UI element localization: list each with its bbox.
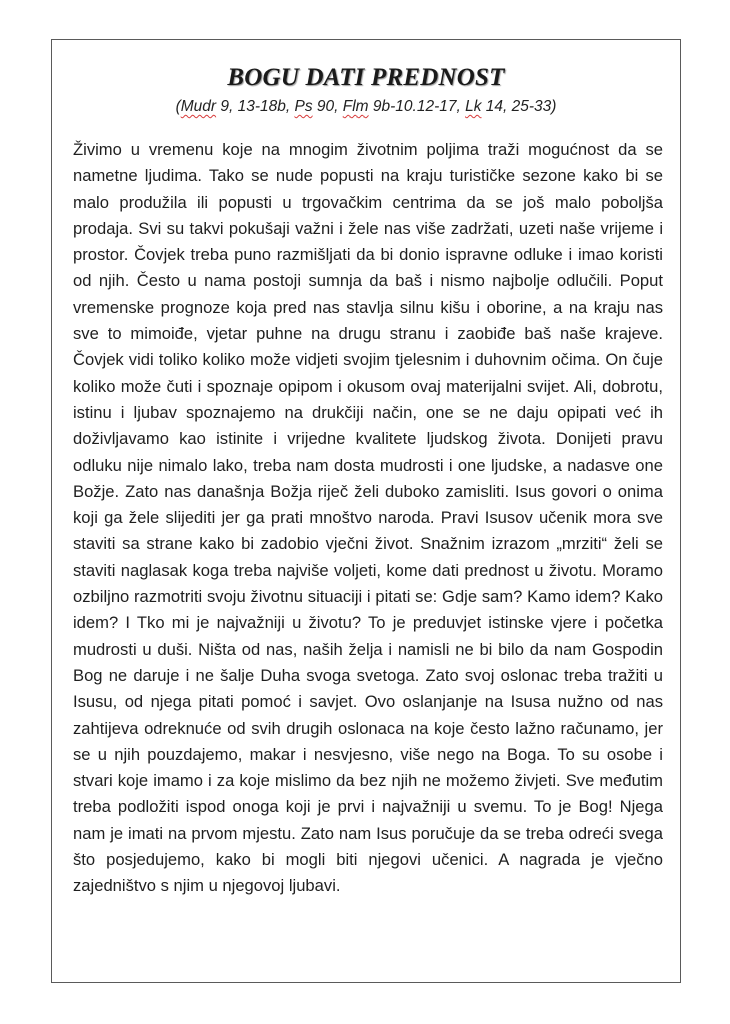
ref-rest-3: 9b-10.12-17, bbox=[368, 98, 466, 115]
scripture-references bbox=[52, 98, 680, 116]
page-frame bbox=[51, 39, 681, 983]
ref-book-mudr: Mudr bbox=[180, 98, 217, 115]
ref-book-ps: Ps bbox=[294, 98, 313, 115]
subtitle-open-paren: ( bbox=[175, 98, 181, 115]
ref-rest-1: 9, 13-18b, bbox=[216, 98, 295, 115]
ref-book-lk: Lk bbox=[465, 98, 482, 115]
ref-rest-4: 14, 25-33) bbox=[481, 98, 557, 115]
ref-rest-2: 90, bbox=[312, 98, 343, 115]
body-paragraph: Živimo u vremenu koje na mnogim životnim poljima traži mogućnost da se nametne ljudima. Tako se nude popusti na kraju turističke sezone kako bi se malo produžila ili popusti u trgovačkim centrima da se još malo poboljša prodaja. Svi su takvi pokušaji važni i žele nas više zadržati, uzeti naše vrijeme i prostor. Čovjek treba puno razmišljati da bi donio ispravne odluke i imao koristi od njih. Često u nama postoji sumnja da baš i nismo najbolje odlučili. Poput vremenske prognoze koja pred nas stavlja silnu kišu i oborine, a na kraju nas sve to mimoiđe, vjetar puhne na drugu stranu i zaobiđe baš naše krajeve. Čovjek vidi toliko koliko može vidjeti svojim tjelesnim i duhovnim očima. On čuje koliko može čuti i spoznaje opipom i okusom ovaj materijalni svijet. Ali, dobrotu, istinu i ljubav spoznajemo na drukčiji način, one se ne daju opipati već ih doživljavamo kao istinite i vrijedne kvalitete ljudskog života. Donijeti pravu odluku nije nimalo lako, treba nam dosta mudrosti i one ljudske, a nadasve one Božje. Zato nas današnja Božja riječ želi duboko zamisliti. Isus govori o onima koji ga žele slijediti jer ga prati mnoštvo naroda. Pravi Isusov učenik mora sve staviti sa strane kako bi zadobio vječni život. Snažnim izrazom „mrziti“ želi se staviti naglasak koga treba najviše voljeti, kome dati prednost u životu. Moramo ozbiljno razmotriti svoju životnu situaciji i pitati se: Gdje sam? Kamo idem? Kako idem? I Tko mi je najvažniji u životu? To je preduvjet istinske vjere i početka mudrosti u duši. Ništa od nas, naših želja i namisli ne bi bilo da nam Gospodin Bog ne daruje i ne šalje Duha svoga svetoga. Zato svoj oslonac treba tražiti u Isusu, od njega pitati pomoć i savjet. Ovo oslanjanje na Isusa nužno od nas zahtijeva odreknuće od svih drugih oslonaca na koje često lažno računamo, jer se u njih pouzdajemo, makar i nesvjesno, više nego na Boga. To su osobe i stvari koje imamo i za koje mislimo da bez njih ne možemo živjeti. Sve međutim treba podložiti ispod onoga koji je prvi i najvažniji u svemu. To je Bog! Njega nam je imati na prvom mjestu. Zato nam Isus poručuje da se treba odreći svega što posjedujemo, kako bi mogli biti njegovi učenici. A nagrada je vječno zajedništvo s njim u njegovoj ljubavi. bbox=[73, 140, 663, 896]
ref-book-flm: Flm bbox=[342, 98, 369, 115]
document-title: BOGU DATI PREDNOST bbox=[227, 64, 505, 91]
